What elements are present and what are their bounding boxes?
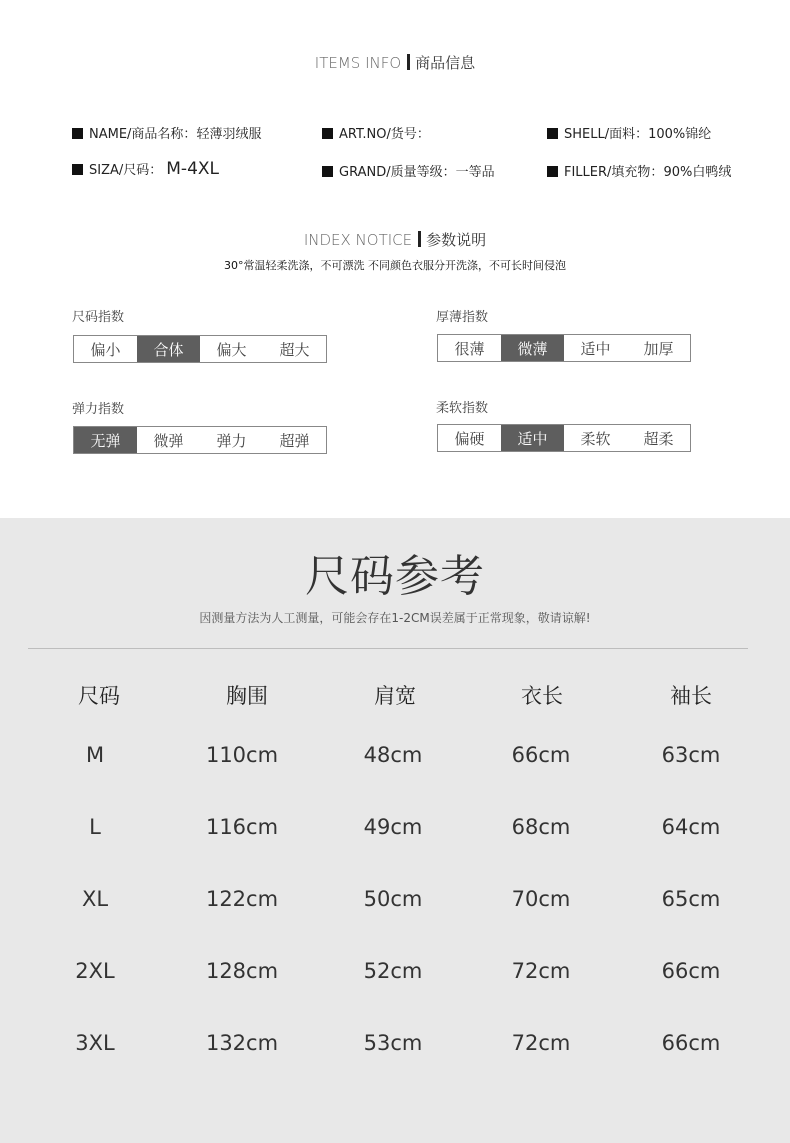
info-filler: [547, 161, 731, 180]
section-divider: [28, 648, 748, 649]
size-reference-section: [0, 518, 790, 1143]
index-notice-title-en: INDEX NOTICE: [303, 231, 413, 249]
table-cell: 53cm: [363, 1031, 423, 1055]
table-cell: L: [89, 815, 101, 839]
info-shell: [547, 123, 711, 142]
table-cell: 70cm: [511, 887, 571, 911]
index-option: 柔软: [580, 429, 611, 448]
table-cell: 65cm: [661, 887, 721, 911]
table-cell: 64cm: [661, 815, 721, 839]
table-cell: 48cm: [363, 743, 423, 767]
table-header-cell: 胸围: [226, 684, 268, 708]
table-cell: 68cm: [511, 815, 571, 839]
info-size: [72, 159, 219, 179]
info-value: 一等品: [455, 165, 495, 180]
index-option: 弹力: [216, 431, 247, 450]
info-grade: [322, 161, 495, 180]
size-index-label: 尺码指数: [72, 310, 125, 325]
index-option: 适中: [580, 339, 611, 358]
product-info-section: [0, 0, 790, 518]
items-info-title-cn: 商品信息: [415, 54, 476, 72]
size-index-scale: [73, 335, 327, 363]
thickness-index-scale: [437, 334, 691, 362]
table-cell: 3XL: [75, 1031, 115, 1055]
info-value: 100%锦纶: [648, 127, 712, 142]
bullet-square-icon: [72, 164, 83, 175]
bullet-square-icon: [547, 128, 558, 139]
table-header-cell: 尺码: [78, 684, 120, 708]
table-cell: 2XL: [75, 959, 115, 983]
heading-divider-bar: [407, 54, 410, 70]
info-label: GRAND/质量等级：: [339, 165, 456, 180]
index-option: 微弹: [153, 431, 184, 450]
index-option: 超柔: [643, 429, 674, 448]
items-info-title-en: ITEMS INFO: [314, 54, 402, 72]
index-option: 合体: [137, 336, 200, 362]
info-art-no: [322, 123, 430, 142]
heading-divider-bar: [418, 231, 421, 247]
table-cell: 66cm: [661, 1031, 721, 1055]
items-info-heading: [0, 52, 790, 73]
index-option: 超大: [279, 340, 310, 359]
index-option: 偏硬: [454, 429, 485, 448]
index-option: 偏小: [90, 340, 121, 359]
table-cell: 128cm: [205, 959, 279, 983]
info-value: M-4XL: [166, 159, 220, 179]
table-cell: 63cm: [661, 743, 721, 767]
table-cell: 66cm: [661, 959, 721, 983]
softness-index-label: 柔软指数: [436, 401, 489, 416]
size-reference-title: 尺码参考: [305, 551, 485, 602]
table-cell: 116cm: [205, 815, 279, 839]
table-cell: 66cm: [511, 743, 571, 767]
table-cell: 52cm: [363, 959, 423, 983]
bullet-square-icon: [547, 166, 558, 177]
index-option: 加厚: [643, 339, 674, 358]
table-header-cell: 肩宽: [374, 684, 416, 708]
table-cell: 50cm: [363, 887, 423, 911]
bullet-square-icon: [322, 166, 333, 177]
table-header-cell: 袖长: [670, 684, 712, 708]
elasticity-index-scale: [73, 426, 327, 454]
table-cell: 49cm: [363, 815, 423, 839]
info-label: SIZA/尺码：: [89, 163, 163, 178]
care-notice-text: 30°常温轻柔洗涤，不可漂洗 不同颜色衣服分开洗涤，不可长时间侵泡: [224, 259, 566, 272]
index-option: 适中: [501, 425, 564, 451]
index-notice-title-cn: 参数说明: [426, 231, 487, 249]
index-option: 超弹: [279, 431, 310, 450]
table-cell: 122cm: [205, 887, 279, 911]
bullet-square-icon: [322, 128, 333, 139]
info-label: FILLER/填充物：: [564, 165, 664, 180]
index-option: 很薄: [454, 339, 485, 358]
info-value: 90%白鸭绒: [663, 165, 732, 180]
table-cell: 110cm: [205, 743, 279, 767]
index-option: 微薄: [501, 335, 564, 361]
index-option: 偏大: [216, 340, 247, 359]
bullet-square-icon: [72, 128, 83, 139]
table-cell: 72cm: [511, 1031, 571, 1055]
measurement-note: 因测量方法为人工测量，可能会存在1-2CM误差属于正常现象，敬请谅解!: [199, 611, 591, 625]
table-header-cell: 衣长: [521, 684, 563, 708]
index-notice-heading: [0, 229, 790, 250]
info-label: SHELL/面料：: [564, 127, 649, 142]
table-cell: M: [85, 743, 105, 767]
elasticity-index-label: 弹力指数: [72, 402, 125, 417]
info-value: 轻薄羽绒服: [196, 127, 262, 142]
table-cell: 132cm: [205, 1031, 279, 1055]
table-cell: XL: [81, 887, 109, 911]
table-cell: 72cm: [511, 959, 571, 983]
softness-index-scale: [437, 424, 691, 452]
info-name: [72, 123, 261, 142]
thickness-index-label: 厚薄指数: [436, 310, 489, 325]
info-label: NAME/商品名称：: [89, 127, 197, 142]
info-label: ART.NO/货号：: [339, 127, 430, 142]
index-option: 无弹: [74, 427, 137, 453]
